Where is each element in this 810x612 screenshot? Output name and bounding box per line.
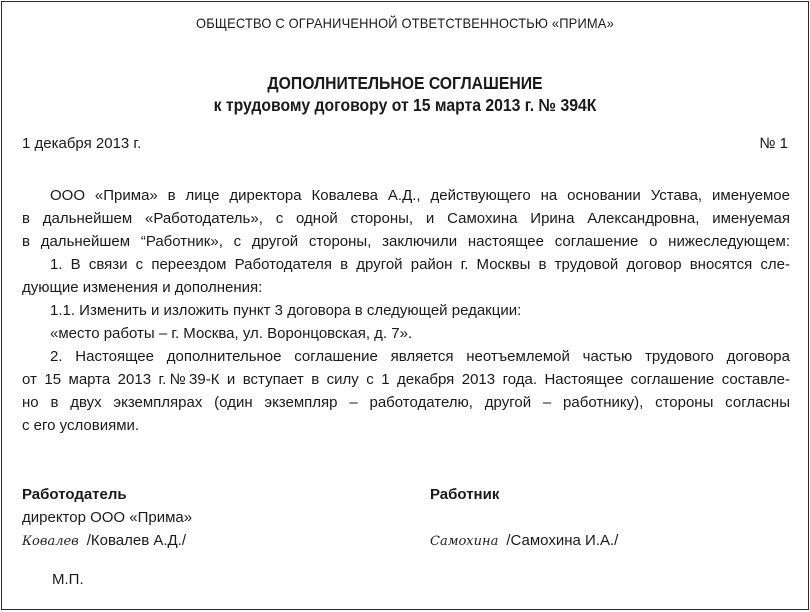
employee-heading: Работник	[430, 486, 500, 503]
document-date: 1 декабря 2013 г.	[22, 135, 142, 152]
body-line: дующие изменения и дополнения:	[22, 279, 263, 296]
employee-signature-line	[430, 529, 618, 553]
employee-spacer	[430, 506, 618, 529]
body-line: в дальнейшем «Работодатель», с одной стороны, и Самохина Ирина Александровна, именуемая	[22, 210, 790, 227]
stamp-place: М.П.	[52, 571, 84, 588]
employer-name: /Ковалев А.Д./	[86, 532, 187, 549]
title-line-2: к трудовому договору от 15 марта 2013 г. № 394К	[213, 95, 597, 115]
employer-position: директор ООО «Прима»	[22, 509, 193, 526]
body-line: «место работы – г. Москва, ул. Воронцовская, д. 7».	[50, 325, 413, 342]
body-line: от 15 марта 2013 г.№39-К и вступает в силу с 1 декабря 2013 года. Настоящее соглашение составле-	[22, 371, 790, 388]
body-line: в дальнейшем “Работник», с другой стороны, заключили настоящее соглашение о нижеследующем:	[22, 233, 790, 250]
body-line: 1.1. Изменить и изложить пункт 3 договора в следующей редакции:	[50, 302, 522, 319]
agreement-body	[22, 184, 790, 437]
document-page	[1, 1, 809, 610]
body-line: но в двух экземплярах (один экземпляр – работодателю, другой – работнику), стороны согласны	[22, 394, 790, 411]
document-title	[42, 72, 767, 116]
employer-signature-line	[22, 529, 192, 553]
document-number: № 1	[759, 135, 788, 152]
employee-name: /Самохина И.А./	[506, 532, 619, 549]
employer-signature-block	[22, 483, 192, 553]
body-line: ООО «Прима» в лице директора Ковалева А.Д., действующего на основании Устава, именуемое	[50, 187, 790, 204]
meta-row	[22, 135, 788, 152]
body-line: 2. Настоящее дополнительное соглашение является неотъемлемой частью трудового договора	[50, 348, 790, 365]
title-line-1: ДОПОЛНИТЕЛЬНОЕ СОГЛАШЕНИЕ	[267, 73, 543, 93]
body-line: 1. В связи с переездом Работодателя в другой район г. Москвы в трудовой договор вносятся сле-	[50, 256, 790, 273]
employer-handwritten-signature: Ковалев	[22, 534, 79, 549]
body-line: с его условиями.	[22, 417, 140, 434]
employee-handwritten-signature: Самохина	[430, 534, 499, 549]
employer-heading: Работодатель	[22, 486, 127, 503]
employee-signature-block	[430, 483, 618, 553]
organization-name: ОБЩЕСТВО С ОГРАНИЧЕННОЙ ОТВЕТСТВЕННОСТЬЮ «ПРИМА»	[196, 15, 614, 31]
